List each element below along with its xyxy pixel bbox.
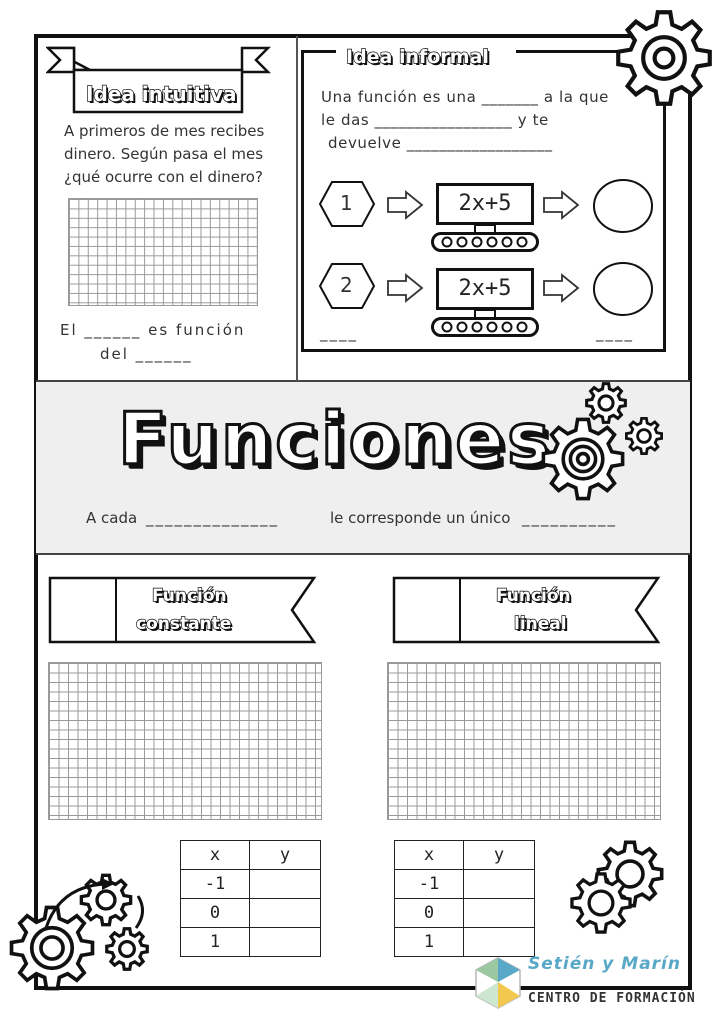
lineal-grid[interactable] — [387, 662, 661, 820]
informal-text-1: Una función es una _______ a la que — [321, 88, 610, 106]
constante-grid[interactable] — [48, 662, 322, 820]
main-sentence-b: le corresponde un único — [330, 509, 511, 527]
header-x: x — [181, 841, 250, 870]
constante-title-2: constante — [136, 614, 232, 634]
main-sentence-a: A cada — [86, 509, 138, 527]
informal-blank-left: ____ — [320, 324, 358, 342]
gear-icon — [584, 381, 628, 425]
table-header-row — [181, 841, 321, 870]
informal-title: Idea informal — [346, 46, 489, 68]
gear-icon — [624, 416, 664, 456]
x-cell: 0 — [395, 899, 464, 928]
main-sentence-blank-1: ______________ — [146, 509, 279, 527]
machine-screen-1: 2x+5 — [436, 183, 534, 225]
constante-title-1: Función — [152, 586, 227, 606]
divider-bottom — [36, 553, 690, 555]
x-cell: -1 — [395, 870, 464, 899]
y-cell[interactable] — [464, 928, 535, 957]
header-y: y — [464, 841, 535, 870]
y-cell[interactable] — [250, 870, 321, 899]
arrow-right-icon — [386, 273, 426, 303]
brand-logo — [474, 956, 522, 1012]
output-circle-1[interactable] — [592, 178, 654, 234]
y-cell[interactable] — [464, 899, 535, 928]
input-value-2: 2 — [340, 273, 353, 297]
intuitiva-title: Idea intuitiva — [86, 82, 237, 106]
intuitiva-text-2: dinero. Según pasa el mes — [64, 145, 264, 163]
input-value-1: 1 — [340, 191, 353, 215]
y-cell[interactable] — [464, 870, 535, 899]
machine-wheels-2 — [431, 310, 539, 337]
table-row — [395, 899, 535, 928]
column-separator — [296, 36, 298, 381]
intuitiva-text-1: A primeros de mes recibes — [64, 122, 265, 140]
intuitiva-text-3: ¿qué ocurre con el dinero? — [64, 168, 263, 186]
arrow-right-icon — [542, 190, 582, 220]
table-header-row — [395, 841, 535, 870]
x-cell: 1 — [395, 928, 464, 957]
intuitiva-grid[interactable] — [68, 198, 258, 306]
intuitiva-fill-2: del ______ — [100, 345, 193, 363]
lineal-table — [394, 840, 535, 957]
intuitiva-fill-1: El ______ es función — [60, 321, 246, 339]
x-cell: -1 — [181, 870, 250, 899]
arrow-right-icon — [542, 273, 582, 303]
table-row — [181, 899, 321, 928]
lineal-title-2: lineal — [514, 614, 567, 634]
informal-text-2: le das _________________ y te — [321, 111, 549, 129]
informal-text-3: devuelve __________________ — [328, 134, 553, 152]
table-row — [181, 928, 321, 957]
header-x: x — [395, 841, 464, 870]
x-cell: 1 — [181, 928, 250, 957]
header-y: y — [250, 841, 321, 870]
curved-arrow-icon — [40, 876, 152, 936]
constante-table — [180, 840, 321, 957]
gear-icon — [612, 6, 716, 110]
y-cell[interactable] — [250, 928, 321, 957]
table-row — [181, 870, 321, 899]
arrow-right-icon — [386, 190, 426, 220]
y-cell[interactable] — [250, 899, 321, 928]
gear-icon — [568, 870, 634, 936]
gear-icon — [538, 414, 628, 504]
x-cell: 0 — [181, 899, 250, 928]
lineal-title-1: Función — [496, 586, 571, 606]
main-title: Funciones — [118, 397, 553, 481]
brand-subtitle: CENTRO DE FORMACIÓN — [528, 991, 696, 1006]
main-sentence-blank-2: __________ — [522, 509, 617, 527]
machine-wheels-1 — [431, 225, 539, 252]
machine-screen-2: 2x+5 — [436, 268, 534, 310]
brand-name: Setién y Marín — [528, 954, 681, 974]
output-circle-2[interactable] — [592, 261, 654, 317]
informal-blank-right: ____ — [596, 324, 634, 342]
table-row — [395, 870, 535, 899]
table-row — [395, 928, 535, 957]
